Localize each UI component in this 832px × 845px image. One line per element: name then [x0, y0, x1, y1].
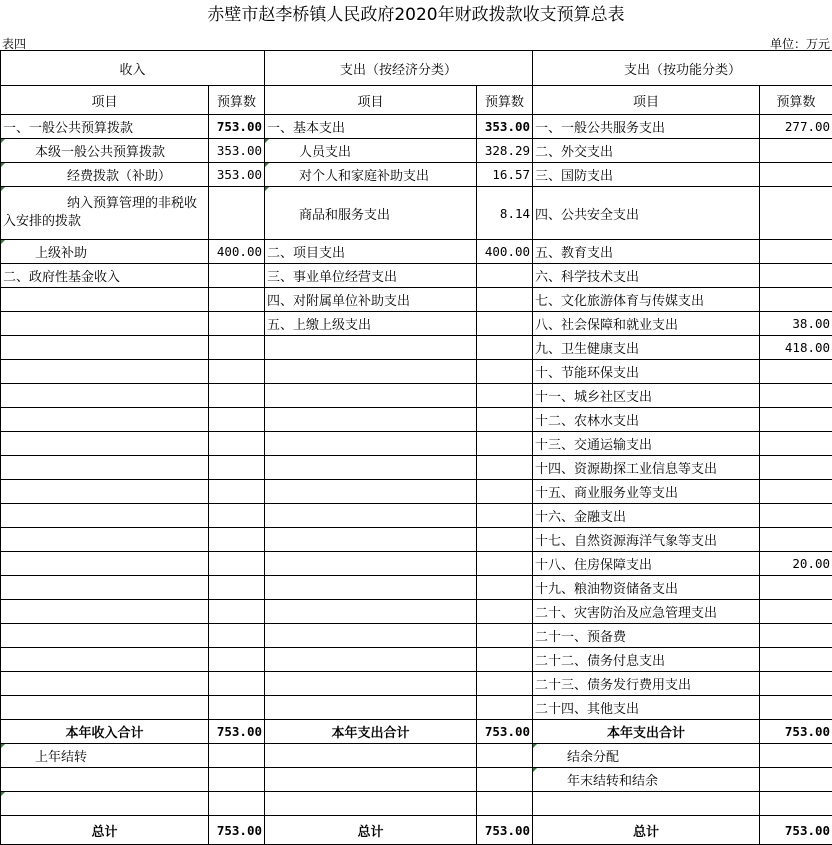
econ-amount [477, 624, 533, 648]
econ-total-amount: 753.00 [477, 720, 533, 744]
econ-amount [477, 312, 533, 336]
econ-amount [477, 264, 533, 288]
func-amount [760, 432, 832, 456]
econ-item: 三、事业单位经营支出 [265, 264, 477, 288]
table-row [1, 336, 832, 360]
table-row [1, 139, 832, 163]
budget-table [0, 50, 832, 845]
table-row [1, 187, 832, 240]
page-title: 赤壁市赵李桥镇人民政府2020年财政拨款收支预算总表 [0, 0, 832, 30]
econ-amount [477, 456, 533, 480]
func-amount [760, 139, 832, 163]
econ-amount [477, 504, 533, 528]
income-item [1, 384, 209, 408]
table-number: 表四 [2, 35, 26, 52]
unit-label: 单位：万元 [770, 35, 830, 52]
func-amount [760, 576, 832, 600]
func-item: 二十一、预备费 [533, 624, 760, 648]
econ-item: 一、基本支出 [265, 115, 477, 139]
income-amount: 400.00 [209, 240, 265, 264]
income-item [1, 792, 209, 816]
col-item-header: 项目 [533, 86, 760, 115]
income-item: 纳入预算管理的非税收入安排的拨款 [1, 187, 209, 240]
func-amount [760, 624, 832, 648]
func-item: 十七、自然资源海洋气象等支出 [533, 528, 760, 552]
econ-amount [477, 792, 533, 816]
table-row [1, 648, 832, 672]
table-row [1, 408, 832, 432]
econ-amount [477, 744, 533, 768]
func-item: 二十三、债务发行费用支出 [533, 672, 760, 696]
prev-carry-label: 上年结转 [1, 744, 209, 768]
income-item [1, 312, 209, 336]
econ-item [265, 528, 477, 552]
econ-grand-label: 总计 [265, 816, 477, 845]
income-item: 本级一般公共预算拨款 [1, 139, 209, 163]
income-item: 一、一般公共预算拨款 [1, 115, 209, 139]
income-item [1, 336, 209, 360]
econ-amount [477, 480, 533, 504]
income-amount [209, 288, 265, 312]
econ-amount: 8.14 [477, 187, 533, 240]
income-amount [209, 456, 265, 480]
income-item: 上级补助 [1, 240, 209, 264]
econ-item [265, 504, 477, 528]
table-row [1, 552, 832, 576]
table-row [1, 624, 832, 648]
func-item: 五、教育支出 [533, 240, 760, 264]
econ-amount [477, 288, 533, 312]
econ-amount [477, 432, 533, 456]
income-item [1, 648, 209, 672]
econ-item [265, 456, 477, 480]
econ-item [265, 336, 477, 360]
econ-amount: 400.00 [477, 240, 533, 264]
surplus-alloc-amount [760, 744, 832, 768]
func-item: 十六、金融支出 [533, 504, 760, 528]
income-item [1, 456, 209, 480]
income-amount [209, 696, 265, 720]
econ-item: 对个人和家庭补助支出 [265, 163, 477, 187]
func-amount [760, 792, 832, 816]
func-amount [760, 408, 832, 432]
prev-carry-amount [209, 744, 265, 768]
func-item: 二十四、其他支出 [533, 696, 760, 720]
income-amount [209, 312, 265, 336]
table-row [1, 456, 832, 480]
func-amount [760, 480, 832, 504]
income-item [1, 288, 209, 312]
income-item [1, 672, 209, 696]
income-item [1, 552, 209, 576]
econ-amount [477, 696, 533, 720]
func-item: 四、公共安全支出 [533, 187, 760, 240]
func-amount: 418.00 [760, 336, 832, 360]
table-row [1, 528, 832, 552]
econ-amount [477, 768, 533, 792]
grand-total-row [1, 816, 832, 845]
income-amount [209, 504, 265, 528]
econ-amount [477, 360, 533, 384]
income-amount [209, 432, 265, 456]
income-grand-label: 总计 [1, 816, 209, 845]
econ-item [265, 384, 477, 408]
func-grand-label: 总计 [533, 816, 760, 845]
func-amount [760, 288, 832, 312]
econ-item: 商品和服务支出 [265, 187, 477, 240]
econ-item [265, 624, 477, 648]
econ-item: 五、上缴上级支出 [265, 312, 477, 336]
col-item-header: 项目 [1, 86, 209, 115]
income-header: 收入 [1, 51, 265, 86]
func-item: 十二、农林水支出 [533, 408, 760, 432]
func-item: 三、国防支出 [533, 163, 760, 187]
col-item-header: 项目 [265, 86, 477, 115]
econ-grand-amount: 753.00 [477, 816, 533, 845]
exp-func-header: 支出（按功能分类） [533, 51, 832, 86]
func-total-amount: 753.00 [760, 720, 832, 744]
func-amount [760, 672, 832, 696]
func-item [533, 792, 760, 816]
econ-item [265, 648, 477, 672]
table-row [1, 115, 832, 139]
income-item [1, 360, 209, 384]
exp-econ-header: 支出（按经济分类） [265, 51, 533, 86]
func-amount [760, 384, 832, 408]
income-item [1, 624, 209, 648]
func-amount [760, 456, 832, 480]
func-amount: 38.00 [760, 312, 832, 336]
income-item [1, 480, 209, 504]
income-item [1, 576, 209, 600]
func-amount [760, 264, 832, 288]
table-row [1, 504, 832, 528]
econ-item: 四、对附属单位补助支出 [265, 288, 477, 312]
func-item: 九、卫生健康支出 [533, 336, 760, 360]
income-amount [209, 768, 265, 792]
econ-amount [477, 528, 533, 552]
func-item: 二、外交支出 [533, 139, 760, 163]
table-row [1, 163, 832, 187]
func-grand-amount: 753.00 [760, 816, 832, 845]
income-item [1, 696, 209, 720]
table-row [1, 288, 832, 312]
econ-amount [477, 408, 533, 432]
income-amount [209, 408, 265, 432]
econ-item [265, 792, 477, 816]
income-amount: 353.00 [209, 139, 265, 163]
income-amount: 753.00 [209, 115, 265, 139]
income-item [1, 408, 209, 432]
table-row [1, 240, 832, 264]
income-amount [209, 672, 265, 696]
income-amount [209, 792, 265, 816]
func-amount [760, 240, 832, 264]
func-item: 十五、商业服务业等支出 [533, 480, 760, 504]
header-row-columns [1, 86, 832, 115]
func-item: 二十二、债务付息支出 [533, 648, 760, 672]
func-amount [760, 187, 832, 240]
income-item: 二、政府性基金收入 [1, 264, 209, 288]
econ-item [265, 696, 477, 720]
income-amount [209, 360, 265, 384]
year-end-carry-label: 年末结转和结余 [533, 768, 760, 792]
econ-item [265, 408, 477, 432]
table-row [1, 696, 832, 720]
income-amount [209, 528, 265, 552]
econ-amount: 16.57 [477, 163, 533, 187]
econ-item [265, 600, 477, 624]
income-item [1, 432, 209, 456]
econ-item: 二、项目支出 [265, 240, 477, 264]
func-total-label: 本年支出合计 [533, 720, 760, 744]
func-amount [760, 600, 832, 624]
func-amount [760, 528, 832, 552]
econ-amount [477, 576, 533, 600]
col-budget-header: 预算数 [760, 86, 832, 115]
table-row [1, 576, 832, 600]
income-amount [209, 264, 265, 288]
table-row [1, 672, 832, 696]
econ-item [265, 432, 477, 456]
income-amount: 353.00 [209, 163, 265, 187]
func-item: 十四、资源勘探工业信息等支出 [533, 456, 760, 480]
table-row [1, 480, 832, 504]
econ-item [265, 576, 477, 600]
income-item [1, 768, 209, 792]
econ-item [265, 744, 477, 768]
income-total-amount: 753.00 [209, 720, 265, 744]
table-row [1, 600, 832, 624]
func-item: 六、科学技术支出 [533, 264, 760, 288]
header-row-sections [1, 51, 832, 86]
income-amount [209, 384, 265, 408]
table-row [1, 264, 832, 288]
func-amount [760, 504, 832, 528]
econ-item [265, 672, 477, 696]
econ-amount [477, 672, 533, 696]
income-item [1, 600, 209, 624]
income-grand-amount: 753.00 [209, 816, 265, 845]
func-amount [760, 648, 832, 672]
income-amount [209, 600, 265, 624]
econ-amount [477, 336, 533, 360]
table-row [1, 792, 832, 816]
func-amount: 20.00 [760, 552, 832, 576]
econ-amount [477, 384, 533, 408]
func-amount [760, 360, 832, 384]
func-item: 十三、交通运输支出 [533, 432, 760, 456]
table-row [1, 744, 832, 768]
econ-amount [477, 600, 533, 624]
income-amount [209, 480, 265, 504]
income-item [1, 528, 209, 552]
func-item: 七、文化旅游体育与传媒支出 [533, 288, 760, 312]
econ-item: 人员支出 [265, 139, 477, 163]
func-amount [760, 696, 832, 720]
econ-item [265, 360, 477, 384]
func-item: 十九、粮油物资储备支出 [533, 576, 760, 600]
econ-item [265, 480, 477, 504]
econ-amount [477, 648, 533, 672]
income-amount [209, 336, 265, 360]
table-row [1, 312, 832, 336]
func-item: 十八、住房保障支出 [533, 552, 760, 576]
year-end-carry-amount [760, 768, 832, 792]
surplus-alloc-label: 结余分配 [533, 744, 760, 768]
econ-item [265, 552, 477, 576]
func-amount: 277.00 [760, 115, 832, 139]
econ-amount [477, 552, 533, 576]
func-item: 八、社会保障和就业支出 [533, 312, 760, 336]
func-item: 十、节能环保支出 [533, 360, 760, 384]
table-row [1, 360, 832, 384]
table-row [1, 432, 832, 456]
income-item: 经费拨款（补助） [1, 163, 209, 187]
econ-total-label: 本年支出合计 [265, 720, 477, 744]
func-item: 十一、城乡社区支出 [533, 384, 760, 408]
col-budget-header: 预算数 [209, 86, 265, 115]
income-item [1, 504, 209, 528]
econ-amount: 353.00 [477, 115, 533, 139]
total-row [1, 720, 832, 744]
income-amount [209, 576, 265, 600]
table-meta [0, 30, 832, 50]
income-amount [209, 552, 265, 576]
income-total-label: 本年收入合计 [1, 720, 209, 744]
func-amount [760, 163, 832, 187]
income-amount [209, 187, 265, 240]
income-amount [209, 624, 265, 648]
income-amount [209, 648, 265, 672]
func-item: 二十、灾害防治及应急管理支出 [533, 600, 760, 624]
col-budget-header: 预算数 [477, 86, 533, 115]
econ-item [265, 768, 477, 792]
econ-amount: 328.29 [477, 139, 533, 163]
func-item: 一、一般公共服务支出 [533, 115, 760, 139]
table-row [1, 768, 832, 792]
table-row [1, 384, 832, 408]
